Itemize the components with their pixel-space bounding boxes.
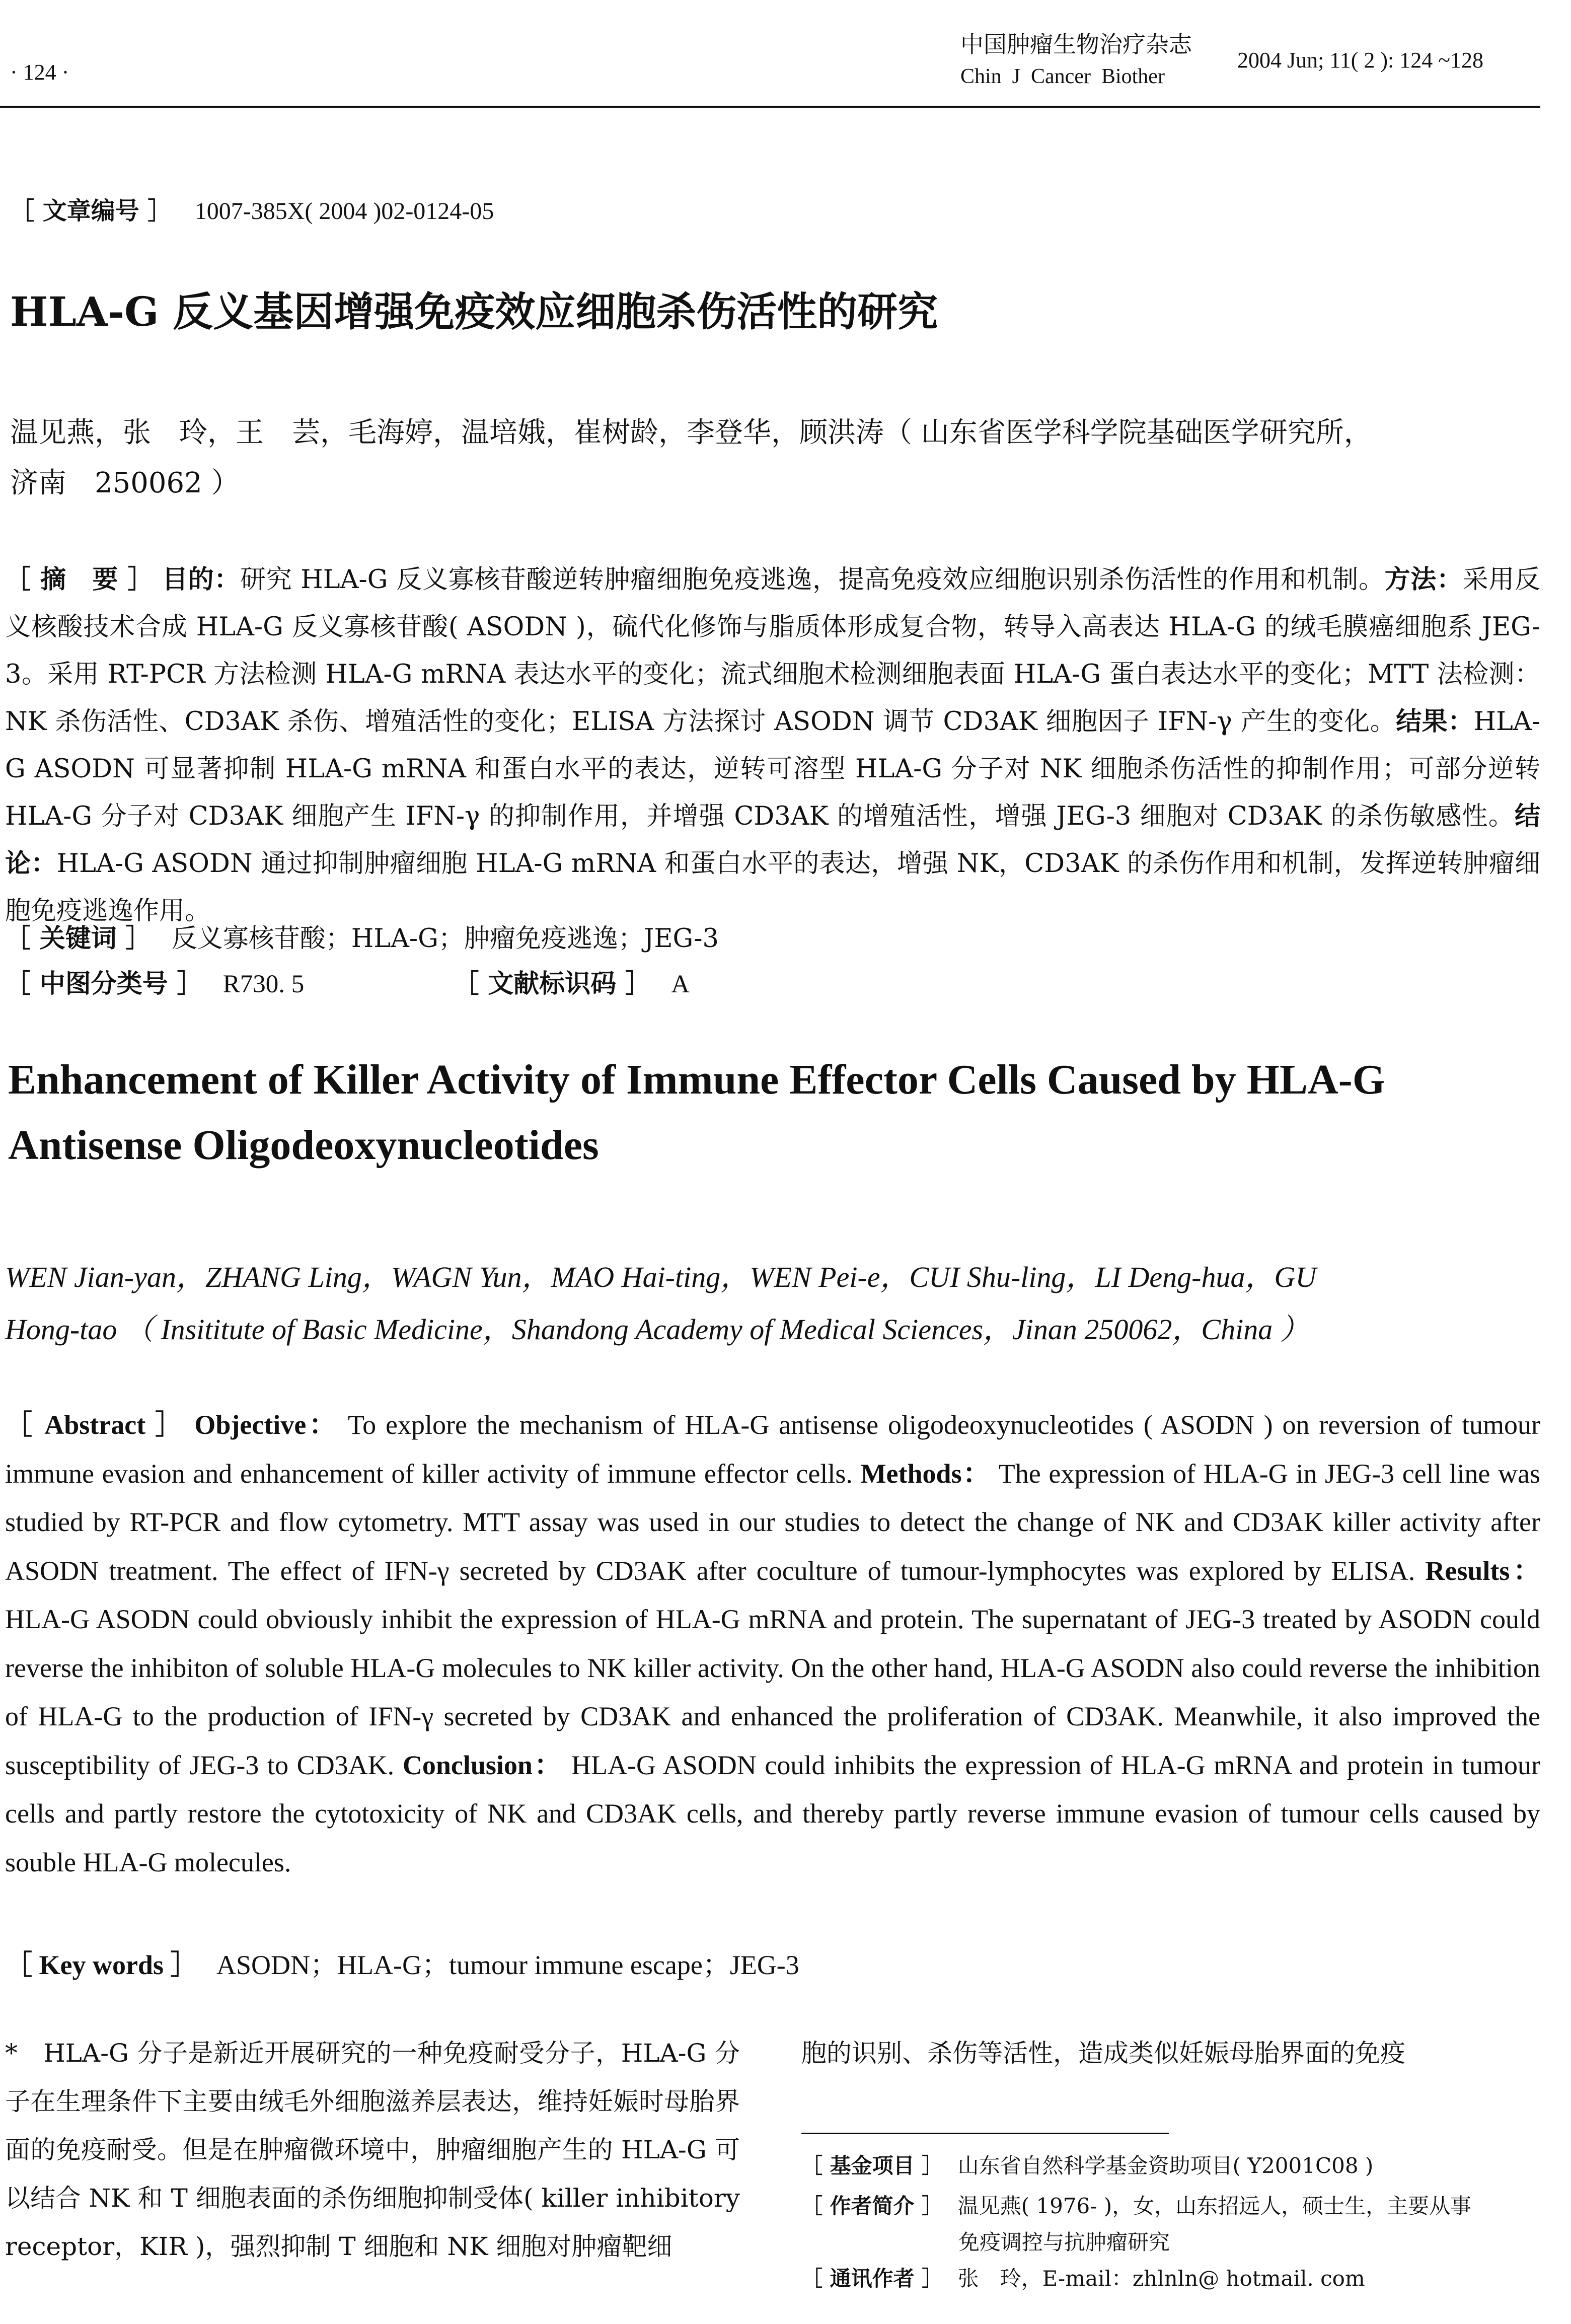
document-code-value: A: [671, 970, 690, 998]
abstract-cn-objective: 研究 HLA-G 反义寡核苷酸逆转肿瘤细胞免疫逃逸，提高免疫效应细胞识别杀伤活性的作用和机制。: [240, 565, 1385, 595]
keywords-cn: [5, 917, 719, 955]
abstract-cn-conclusion: HLA-G ASODN 通过抑制肿瘤细胞 HLA-G mRNA 和蛋白水平的表达，增强 NK，CD3AK 的杀伤作用和机制，发挥逆转肿瘤细胞免疫逃逸作用。: [5, 849, 1540, 926]
body-right-column: [801, 2029, 1541, 2077]
authors-en: [5, 1251, 1540, 1356]
page-number: · 124 ·: [10, 60, 69, 85]
title-en-line1: Enhancement of Killer Activity of Immune Effector Cells Caused by HLA-G: [8, 1056, 1386, 1103]
body-left-column: [5, 2029, 740, 2271]
abstract-en-objective: To explore the mechanism of HLA-G antisense oligodeoxynucleotides ( ASODN ) on reversion of tumour immune evasion and enhancement of killer activity of immune effector cells.: [5, 1410, 1541, 1489]
title-cn: HLA-G 反义基因增强免疫效应细胞杀伤活性的研究: [10, 288, 938, 335]
journal-title-en: Chin J Cancer Biother: [960, 65, 1165, 88]
classification-value: R730. 5: [222, 970, 305, 998]
classification: [5, 963, 690, 1000]
abstract-cn-methods-label: 方法：: [1384, 565, 1463, 595]
footnote-funding: [801, 2146, 1541, 2186]
footnote-funding-text: 山东省自然科学基金资助项目( Y2001C08 ): [957, 2153, 1374, 2178]
abstract-en-results-label: Results：: [1425, 1555, 1540, 1586]
abstract-en-methods-label: Methods：: [860, 1458, 991, 1489]
article-number-value: 1007-385X( 2004 )02-0124-05: [194, 198, 494, 225]
footnotes: [801, 2146, 1541, 2299]
abstract-cn-results-label: 结果：: [1396, 707, 1474, 737]
journal-title-cn: 中国肿瘤生物治疗杂志: [960, 31, 1192, 58]
keywords-en: [5, 1943, 799, 1982]
abstract-cn-label: ［ 摘 要 ］: [5, 565, 154, 595]
keywords-en-value: ASODN；HLA-G；tumour immune escape；JEG-3: [216, 1950, 799, 1980]
article-number: [10, 191, 494, 226]
footnote-funding-label: ［ 基金项目 ］: [801, 2153, 943, 2178]
authors-cn-line1: 温见燕，张 玲，王 芸，毛海婷，温培娥，崔树龄，李登华，顾洪涛（ 山东省医学科学院基础医学研究所，: [10, 416, 1372, 449]
authors-cn: [10, 408, 1540, 509]
abstract-en-methods: The expression of HLA-G in JEG-3 cell line was studied by RT-PCR and flow cytometry. MTT assay was used in our studies to detect the change of NK and CD3AK killer activity after ASODN treatment. The effect of IFN-γ secreted by CD3AK after coculture of tumour-lymphocytes was explored by ELISA.: [5, 1458, 1541, 1586]
footnote-correspondence-text: 张 玲，E-mail：zhlnln@ hotmail. com: [957, 2266, 1365, 2291]
authors-cn-line2: 济南 250062 ）: [10, 467, 240, 499]
title-en-line2: Antisense Oligodeoxynucleotides: [8, 1122, 599, 1169]
footnote-author-label: ［ 作者简介 ］: [801, 2194, 943, 2218]
abstract-en-results: HLA-G ASODN could obviously inhibit the expression of HLA-G mRNA and protein. The supernatant of JEG-3 treated by ASODN could reverse the inhibiton of soluble HLA-G molecules to NK killer activity. On the other hand, HLA-G ASODN also could reverse the inhibition of HLA-G to the production of IFN-γ secreted by CD3AK and enhanced the proliferation of CD3AK. Meanwhile, it also improved the susceptibility of JEG-3 to CD3AK.: [5, 1604, 1540, 1780]
title-en: [8, 1047, 1543, 1178]
body-right-text: 胞的识别、杀伤等活性，造成类似妊娠母胎界面的免疫: [801, 2039, 1405, 2068]
abstract-cn-conclusion-label: 结论：: [5, 802, 1540, 879]
journal-issue: 2004 Jun; 11( 2 ): 124 ~128: [1237, 48, 1484, 72]
footnote-author-text-cont: 免疫调控与抗肿瘤研究: [958, 2230, 1170, 2255]
header-rule: [0, 106, 1540, 108]
document-code-label: ［ 文献标识码 ］: [453, 969, 651, 999]
abstract-en: [5, 1401, 1540, 1886]
authors-en-line2: Hong-tao （ Insititute of Basic Medicine，Shandong Academy of Medical Sciences，Jinan 250062，China ）: [5, 1313, 1309, 1346]
abstract-en-conclusion: HLA-G ASODN could inhibits the expression of HLA-G mRNA and protein in tumour cells and partly restore the cytotoxicity of NK and CD3AK cells, and thereby partly reverse immune evasion of tumour cells caused by souble HLA-G molecules.: [5, 1750, 1541, 1877]
abstract-cn: [5, 556, 1540, 935]
classification-label: ［ 中图分类号 ］: [5, 969, 203, 999]
article-number-label: ［ 文章编号 ］: [10, 197, 172, 225]
keywords-cn-label: ［ 关键词 ］: [5, 924, 152, 954]
body-left-text: * HLA-G 分子是新近开展研究的一种免疫耐受分子，HLA-G 分子在生理条件下主要由绒毛外细胞滋养层表达，维持妊娠时母胎界面的免疫耐受。但是在肿瘤微环境中，肿瘤细胞产生的 HLA-G 可以结合 NK 和 T 细胞表面的杀伤细胞抑制受体( killer inhibitory receptor，KIR )，强烈抑制 T 细胞和 NK 细胞对肿瘤靶细: [5, 2039, 740, 2261]
footnote-author: [801, 2186, 1541, 2259]
abstract-cn-results: HLA-G ASODN 可显著抑制 HLA-G mRNA 和蛋白水平的表达，逆转可溶型 HLA-G 分子对 NK 细胞杀伤活性的抑制作用；可部分逆转 HLA-G 分子对 CD3AK 细胞产生 IFN-γ 的抑制作用，并增强 CD3AK 的增殖活性，增强 JEG-3 细胞对 CD3AK 的杀伤敏感性。: [5, 707, 1540, 831]
abstract-en-conclusion-label: Conclusion：: [402, 1750, 563, 1780]
footnote-correspondence-label: ［ 通讯作者 ］: [801, 2266, 943, 2291]
footnote-rule: [801, 2133, 1169, 2134]
authors-en-line1: WEN Jian-yan，ZHANG Ling，WAGN Yun，MAO Hai-ting，WEN Pei-e，CUI Shu-ling，LI Deng-hua，GU: [5, 1261, 1317, 1293]
abstract-en-label: ［ Abstract ］: [5, 1410, 185, 1440]
abstract-cn-methods: 采用反义核酸技术合成 HLA-G 反义寡核苷酸( ASODN )，硫代化修饰与脂质体形成复合物，转导入高表达 HLA-G 的绒毛膜癌细胞系 JEG-3。采用 RT-PCR 方法检测 HLA-G mRNA 表达水平的变化；流式细胞术检测细胞表面 HLA-G 蛋白表达水平的变化；MTT 法检测：NK 杀伤活性、CD3AK 杀伤、增殖活性的变化；ELISA 方法探讨 ASODN 调节 CD3AK 细胞因子 IFN-γ 产生的变化。: [5, 565, 1540, 737]
abstract-cn-objective-label: 目的：: [162, 565, 241, 595]
footnote-correspondence: [801, 2259, 1541, 2299]
keywords-cn-value: 反义寡核苷酸；HLA-G；肿瘤免疫逃逸；JEG-3: [171, 924, 719, 954]
footnote-author-text: 温见燕( 1976- )，女，山东招远人，硕士生，主要从事: [957, 2194, 1472, 2218]
abstract-en-objective-label: Objective：: [194, 1410, 339, 1440]
keywords-en-label: ［ Key words ］: [5, 1950, 198, 1980]
